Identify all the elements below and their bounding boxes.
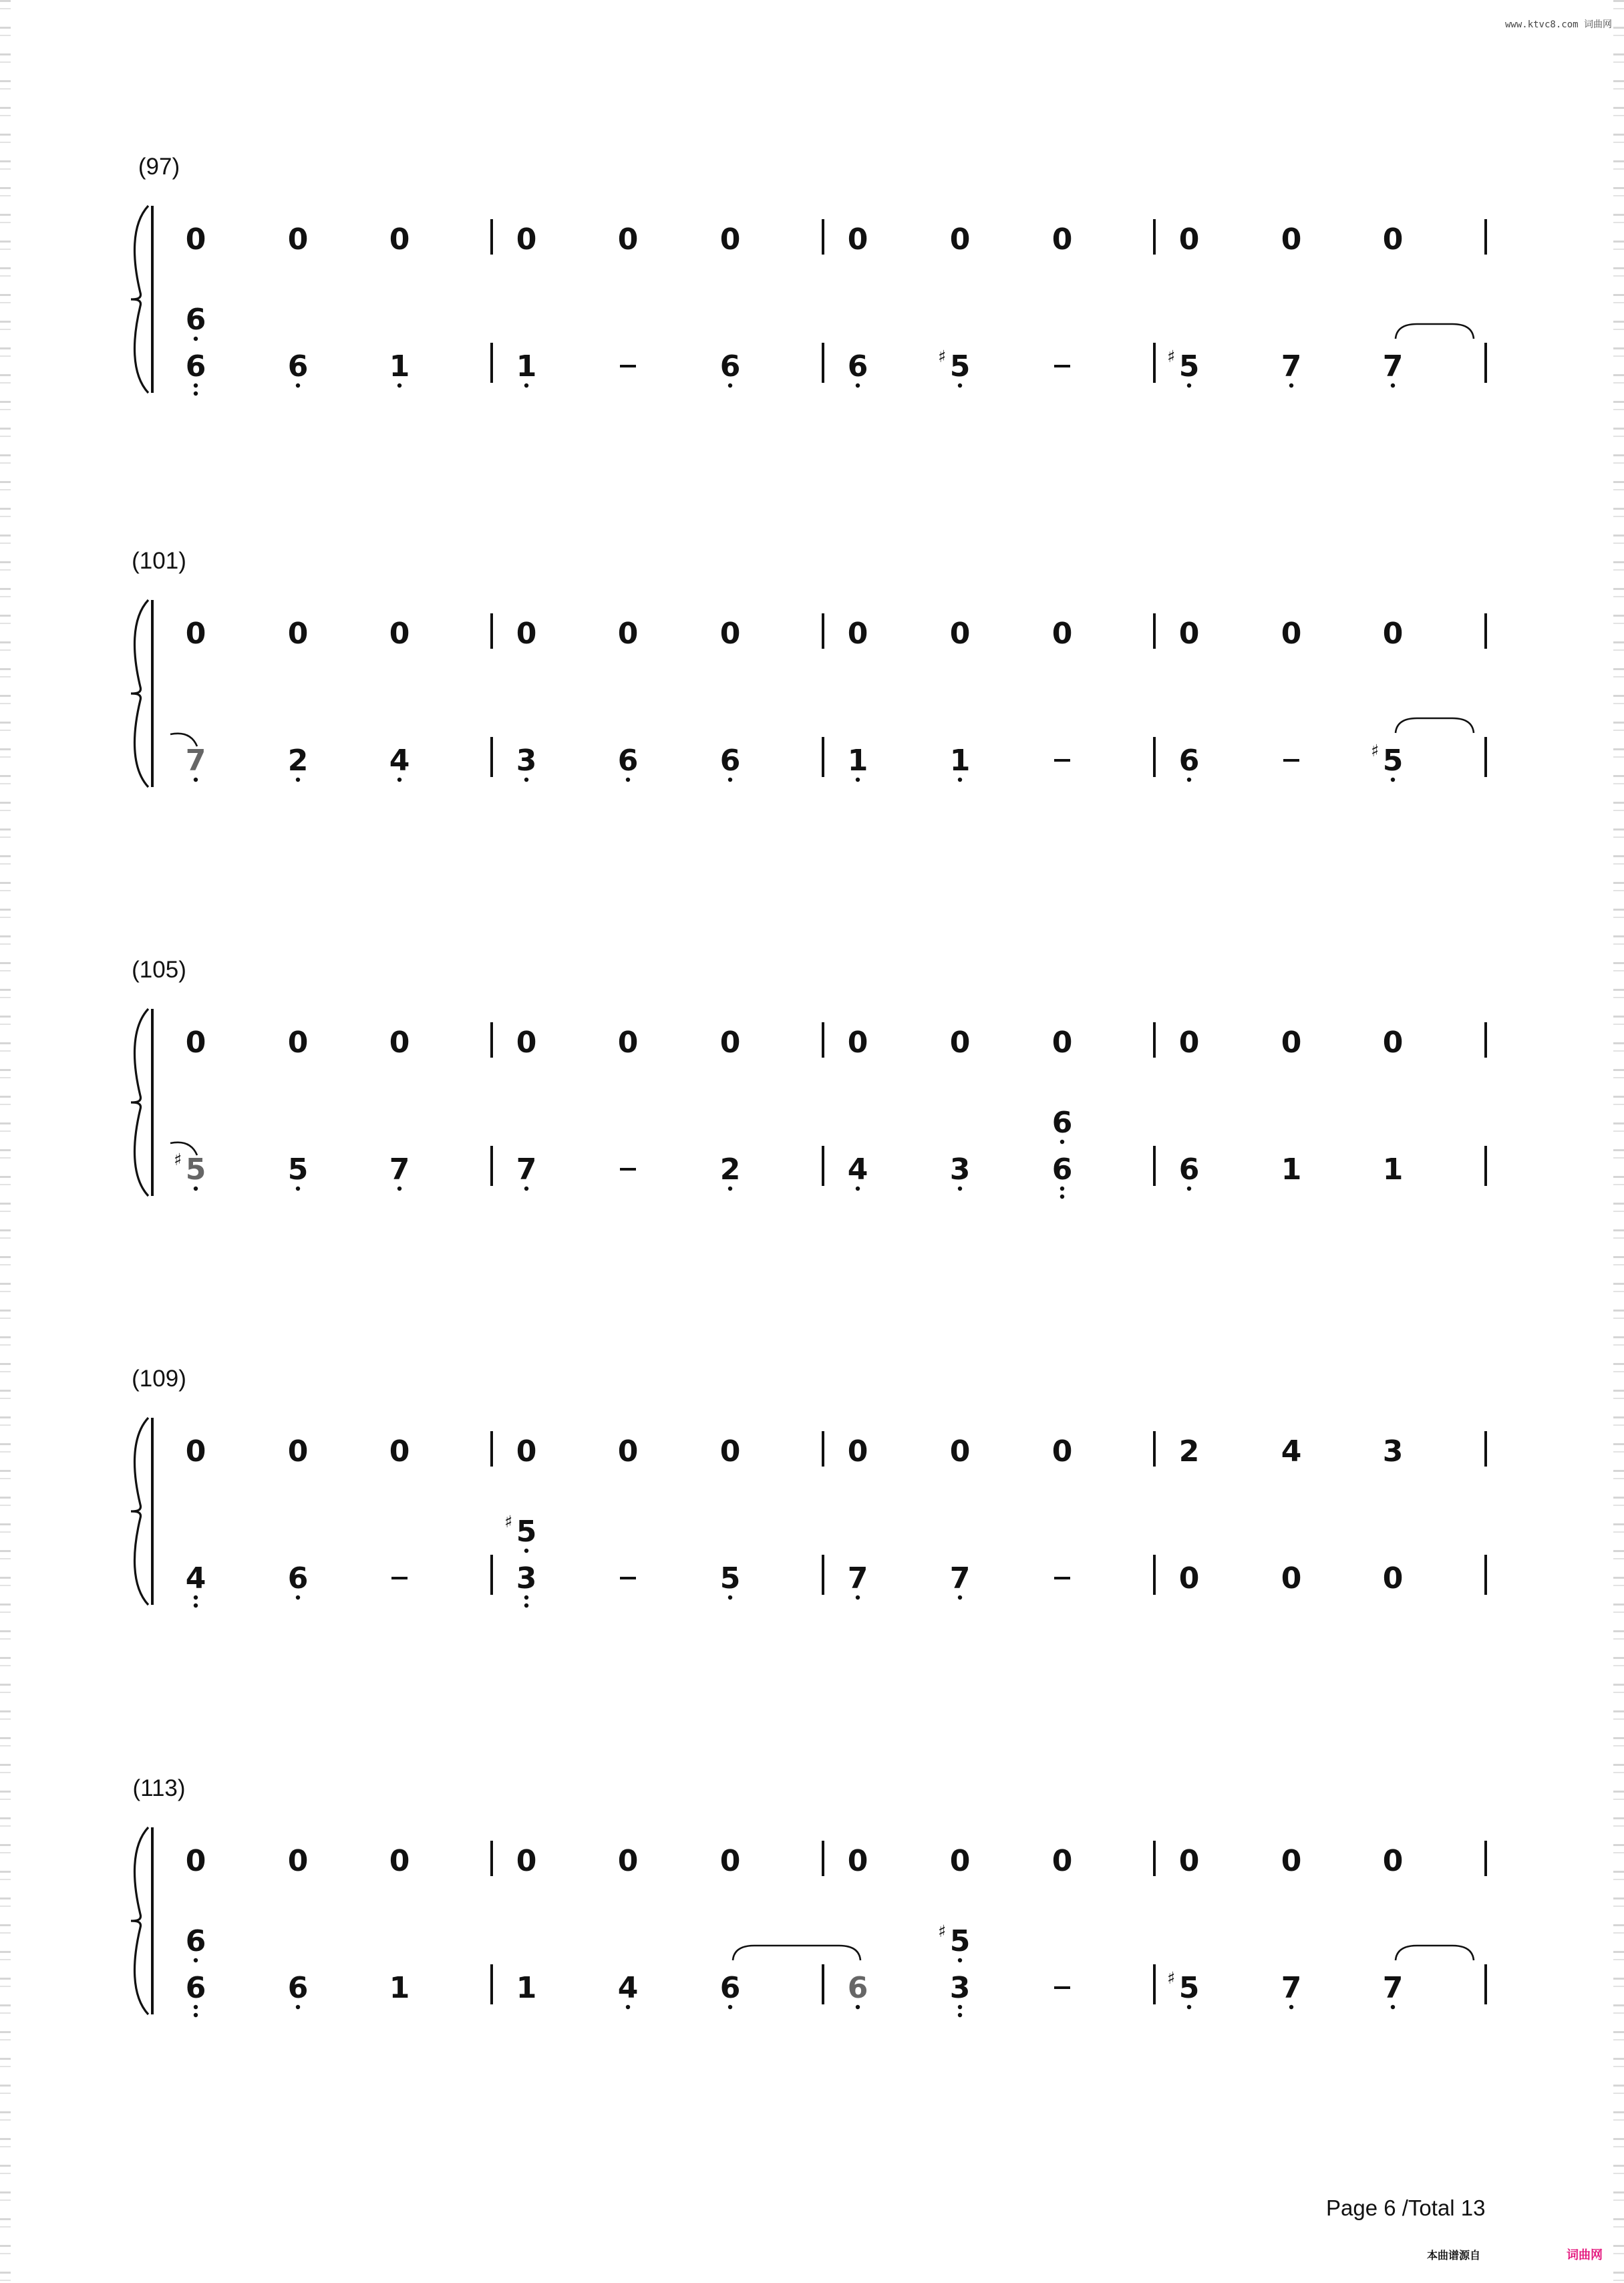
lower-note: 2 <box>719 1153 741 1187</box>
lower-note: 7 <box>1382 349 1404 384</box>
lower-note-dash <box>391 1577 408 1579</box>
upper-note: 0 <box>1382 1844 1404 1878</box>
lower-note: 5 <box>185 1153 206 1187</box>
upper-note: 0 <box>847 1844 868 1878</box>
upper-note: 0 <box>949 617 971 651</box>
lower-note: 6 <box>847 349 868 384</box>
upper-note: 0 <box>719 1434 741 1469</box>
lower-note-octave-dot <box>958 2013 962 2017</box>
lower-note: 3 <box>516 1561 537 1595</box>
lower-note-chord-dot <box>524 1549 528 1553</box>
upper-note: 0 <box>617 1434 639 1469</box>
upper-note: 0 <box>516 617 537 651</box>
upper-note: 0 <box>847 1434 868 1469</box>
lower-note-chord-sharp: ♯ <box>504 1512 513 1531</box>
upper-note: 0 <box>287 617 309 651</box>
measure-number: (109) <box>132 1366 186 1392</box>
lower-note: 1 <box>847 744 868 778</box>
lower-note-octave-dot <box>1391 384 1395 388</box>
lower-note-chord-sharp: ♯ <box>937 1922 947 1941</box>
lower-note-octave-dot <box>1187 384 1191 388</box>
upper-note: 0 <box>847 222 868 257</box>
lower-note-chord-dot <box>1060 1140 1064 1144</box>
lower-note-chord-note: 6 <box>185 1924 206 1958</box>
tie-open <box>1396 718 1474 733</box>
upper-note: 0 <box>719 222 741 257</box>
upper-note: 0 <box>287 222 309 257</box>
upper-note: 3 <box>1382 1434 1404 1469</box>
upper-note: 0 <box>389 1026 410 1060</box>
lower-note-octave-dot <box>856 384 860 388</box>
upper-note: 0 <box>949 1434 971 1469</box>
lower-note-dash <box>1054 1986 1070 1989</box>
upper-note: 0 <box>1382 617 1404 651</box>
lower-note-octave-dot <box>958 1595 962 1600</box>
lower-note-octave-dot <box>626 2005 630 2009</box>
lower-note-octave-dot <box>296 778 300 782</box>
upper-note: 0 <box>185 1434 206 1469</box>
lower-note-dash <box>620 1168 636 1171</box>
upper-note: 0 <box>847 617 868 651</box>
lower-note: 5 <box>719 1561 741 1595</box>
measure-number: (101) <box>132 548 186 574</box>
lower-note: 5 <box>949 349 971 384</box>
lower-note: 6 <box>287 1561 309 1595</box>
lower-note: 3 <box>949 1971 971 2005</box>
lower-note-octave-dot <box>1391 778 1395 782</box>
upper-note: 0 <box>949 222 971 257</box>
upper-note: 0 <box>1281 1026 1302 1060</box>
system-brace <box>131 600 148 787</box>
lower-note-octave-dot <box>194 2013 198 2017</box>
lower-note-octave-dot <box>1060 1195 1064 1199</box>
lower-note: 6 <box>617 744 639 778</box>
lower-note: 2 <box>287 744 309 778</box>
lower-note-octave-dot <box>728 384 732 388</box>
lower-note-octave-dot <box>856 778 860 782</box>
lower-note-octave-dot <box>194 384 198 388</box>
upper-note: 0 <box>1051 1434 1073 1469</box>
lower-note-dash <box>1283 759 1299 762</box>
lower-note: 6 <box>1178 1153 1200 1187</box>
upper-note: 0 <box>1382 222 1404 257</box>
upper-note: 0 <box>516 1434 537 1469</box>
lower-note-octave-dot <box>958 384 962 388</box>
upper-note: 0 <box>949 1026 971 1060</box>
lower-note: 6 <box>719 744 741 778</box>
lower-note-dash <box>620 365 636 367</box>
upper-note: 0 <box>617 222 639 257</box>
upper-note: 0 <box>287 1434 309 1469</box>
lower-note: 1 <box>516 349 537 384</box>
upper-note: 0 <box>1281 1844 1302 1878</box>
upper-note: 0 <box>185 1844 206 1878</box>
system-brace <box>131 206 148 393</box>
lower-note-chord-note: 6 <box>185 303 206 337</box>
lower-note: 4 <box>185 1561 206 1595</box>
upper-note: 0 <box>1178 222 1200 257</box>
upper-note: 0 <box>1178 1844 1200 1878</box>
lower-note: 0 <box>1281 1561 1302 1595</box>
lower-note-octave-dot <box>728 1187 732 1191</box>
lower-note-chord-note: 5 <box>516 1515 537 1549</box>
lower-note: 1 <box>516 1971 537 2005</box>
upper-note: 0 <box>617 1844 639 1878</box>
upper-note: 4 <box>1281 1434 1302 1469</box>
upper-note: 0 <box>389 222 410 257</box>
lower-note-octave-dot <box>1289 384 1293 388</box>
lower-note-octave-dot <box>524 778 528 782</box>
lower-note-octave-dot <box>296 1187 300 1191</box>
lower-note-octave-dot <box>1187 1187 1191 1191</box>
lower-note-octave-dot <box>1391 2005 1395 2009</box>
lower-note: 1 <box>389 1971 410 2005</box>
tie-open <box>1396 324 1474 339</box>
lower-note-chord-dot <box>958 1958 962 1962</box>
lower-note-octave-dot <box>958 2005 962 2009</box>
lower-note: 6 <box>719 1971 741 2005</box>
upper-note: 0 <box>185 1026 206 1060</box>
measure-number: (97) <box>138 154 180 180</box>
lower-note-octave-dot <box>856 2005 860 2009</box>
upper-note: 0 <box>719 1844 741 1878</box>
upper-note: 0 <box>389 1434 410 1469</box>
upper-note: 0 <box>389 617 410 651</box>
system-brace <box>131 1827 148 2014</box>
upper-note: 0 <box>287 1844 309 1878</box>
lower-note-octave-dot <box>958 778 962 782</box>
upper-note: 0 <box>1178 617 1200 651</box>
measure-number: (113) <box>132 1775 186 1801</box>
upper-note: 0 <box>617 1026 639 1060</box>
lower-note-octave-dot <box>1187 778 1191 782</box>
lower-note: 1 <box>1281 1153 1302 1187</box>
lower-note: 6 <box>287 349 309 384</box>
upper-note: 0 <box>847 1026 868 1060</box>
upper-note: 0 <box>1051 617 1073 651</box>
lower-note: 7 <box>1281 1971 1302 2005</box>
lower-note-sharp: ♯ <box>1370 741 1379 760</box>
lower-note: 3 <box>949 1153 971 1187</box>
lower-note-sharp: ♯ <box>937 347 947 366</box>
upper-note: 0 <box>1281 222 1302 257</box>
upper-note: 0 <box>1281 617 1302 651</box>
upper-note: 0 <box>516 1026 537 1060</box>
lower-note-octave-dot <box>194 1187 198 1191</box>
lower-note: 1 <box>949 744 971 778</box>
lower-note-octave-dot <box>397 778 401 782</box>
upper-note: 0 <box>185 617 206 651</box>
system-brace <box>131 1418 148 1605</box>
lower-note: 6 <box>287 1971 309 2005</box>
upper-note: 0 <box>949 1844 971 1878</box>
lower-note-octave-dot <box>296 384 300 388</box>
upper-note: 0 <box>1051 222 1073 257</box>
lower-note: 7 <box>389 1153 410 1187</box>
lower-note: 6 <box>185 1971 206 2005</box>
lower-note: 7 <box>847 1561 868 1595</box>
lower-note: 5 <box>287 1153 309 1187</box>
lower-note-chord-note: 6 <box>1051 1106 1073 1140</box>
lower-note-dash <box>1054 365 1070 367</box>
measure-number: (105) <box>132 957 186 983</box>
lower-note: 7 <box>949 1561 971 1595</box>
lower-note: 7 <box>1382 1971 1404 2005</box>
lower-note: 6 <box>1178 744 1200 778</box>
upper-note: 0 <box>1051 1026 1073 1060</box>
system-brace <box>131 1009 148 1196</box>
lower-note: 3 <box>516 744 537 778</box>
lower-note-chord-dot <box>194 337 198 341</box>
lower-note-dash <box>1054 759 1070 762</box>
lower-note-dash <box>1054 1577 1070 1579</box>
lower-note-chord-note: 5 <box>949 1924 971 1958</box>
tie-open <box>1396 1946 1474 1960</box>
upper-note: 2 <box>1178 1434 1200 1469</box>
lower-note-octave-dot <box>524 384 528 388</box>
lower-note: 7 <box>185 744 206 778</box>
upper-note: 0 <box>185 222 206 257</box>
upper-note: 0 <box>1051 1844 1073 1878</box>
lower-note: 7 <box>1281 349 1302 384</box>
lower-note-octave-dot <box>626 778 630 782</box>
lower-note-chord-dot <box>194 1958 198 1962</box>
lower-note-octave-dot <box>524 1595 528 1600</box>
lower-note: 0 <box>1178 1561 1200 1595</box>
lower-note: 6 <box>847 1971 868 2005</box>
lower-note-octave-dot <box>397 1187 401 1191</box>
brand-logo: 词曲网 <box>1567 2248 1603 2262</box>
site-watermark: www.ktvc8.com 词曲网 <box>1504 19 1612 30</box>
lower-note-octave-dot <box>856 1187 860 1191</box>
lower-note: 5 <box>1178 349 1200 384</box>
lower-note-octave-dot <box>1060 1187 1064 1191</box>
lower-note-octave-dot <box>524 1187 528 1191</box>
source-label: 本曲谱源自 <box>1427 2250 1481 2262</box>
lower-note-octave-dot <box>728 2005 732 2009</box>
lower-note-octave-dot <box>958 1187 962 1191</box>
upper-note: 0 <box>1178 1026 1200 1060</box>
lower-note-octave-dot <box>856 1595 860 1600</box>
lower-note: 6 <box>719 349 741 384</box>
lower-note-octave-dot <box>296 1595 300 1600</box>
lower-note: 7 <box>516 1153 537 1187</box>
lower-note-octave-dot <box>728 1595 732 1600</box>
lower-note-octave-dot <box>296 2005 300 2009</box>
lower-note-dash <box>620 1577 636 1579</box>
lower-note-sharp: ♯ <box>1166 347 1176 366</box>
upper-note: 0 <box>719 617 741 651</box>
lower-note-octave-dot <box>1289 2005 1293 2009</box>
lower-note: 4 <box>847 1153 868 1187</box>
lower-note-octave-dot <box>194 2005 198 2009</box>
lower-note: 1 <box>1382 1153 1404 1187</box>
lower-note-octave-dot <box>194 1595 198 1600</box>
upper-note: 0 <box>516 222 537 257</box>
lower-note-octave-dot <box>728 778 732 782</box>
upper-note: 0 <box>617 617 639 651</box>
upper-note: 0 <box>516 1844 537 1878</box>
upper-note: 0 <box>389 1844 410 1878</box>
lower-note-octave-dot <box>194 392 198 396</box>
lower-note: 1 <box>389 349 410 384</box>
lower-note: 6 <box>185 349 206 384</box>
lower-note-octave-dot <box>194 778 198 782</box>
lower-note-sharp: ♯ <box>1166 1968 1176 1988</box>
lower-note: 4 <box>617 1971 639 2005</box>
lower-note: 5 <box>1382 744 1404 778</box>
lower-note-octave-dot <box>194 1604 198 1608</box>
lower-note: 0 <box>1382 1561 1404 1595</box>
upper-note: 0 <box>1382 1026 1404 1060</box>
tie <box>733 1946 860 1960</box>
lower-note: 6 <box>1051 1153 1073 1187</box>
upper-note: 0 <box>287 1026 309 1060</box>
lower-note-octave-dot <box>1187 2005 1191 2009</box>
upper-note: 0 <box>719 1026 741 1060</box>
lower-note-octave-dot <box>397 384 401 388</box>
lower-note-octave-dot <box>524 1604 528 1608</box>
page-number: Page 6 /Total 13 <box>1326 2195 1486 2220</box>
lower-note-sharp: ♯ <box>173 1150 182 1169</box>
lower-note: 5 <box>1178 1971 1200 2005</box>
lower-note: 4 <box>389 744 410 778</box>
